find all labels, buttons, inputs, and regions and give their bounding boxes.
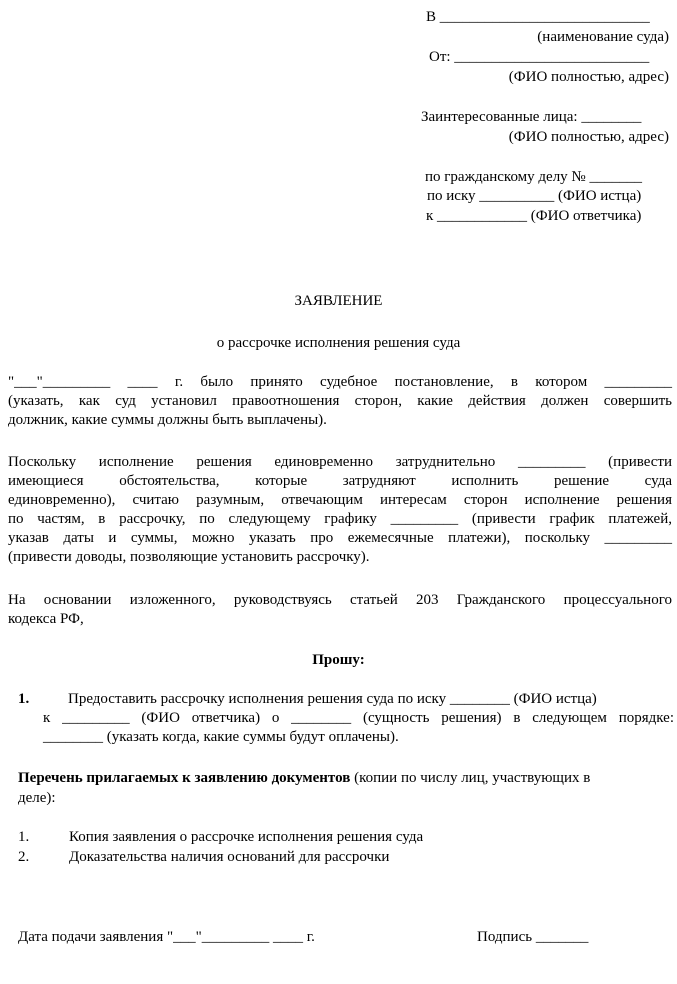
paragraph-decision bbox=[8, 373, 672, 430]
paragraph-legal-basis bbox=[8, 591, 672, 629]
header-court-hint: (наименование суда) bbox=[537, 29, 669, 45]
header-defendant: к ____________ (ФИО ответчика) bbox=[426, 208, 642, 224]
paragraph-line: должник, какие суммы должны быть выплачены). bbox=[8, 412, 327, 428]
header-case-number: по гражданскому делу № _______ bbox=[425, 169, 642, 185]
header-from-hint: (ФИО полностью, адрес) bbox=[508, 69, 669, 85]
request-item-text bbox=[43, 690, 674, 747]
request-line: ________ (указать когда, какие суммы будут оплачены). bbox=[43, 729, 399, 745]
attachments-heading-rest: (копии по числу лиц, участвующих в bbox=[350, 770, 591, 786]
paragraph-line: имеющиеся обстоятельства, которые затрудняют исполнить решение суда bbox=[8, 473, 672, 489]
signature: Подпись _______ bbox=[477, 929, 589, 945]
paragraph-line: единовременно), считаю разумным, отвечающим интересам сторон исполнение решения bbox=[8, 492, 672, 508]
attachments-heading-bold: Перечень прилагаемых к заявлению документов bbox=[18, 770, 351, 786]
header-to: В ____________________________ bbox=[426, 9, 650, 25]
header-interested-hint: (ФИО полностью, адрес) bbox=[508, 129, 669, 145]
paragraph-line: (привести доводы, позволяющие установить рассрочку). bbox=[8, 549, 370, 565]
request-line: Предоставить рассрочку исполнения решения суда по иску ________ (ФИО истца) bbox=[68, 691, 597, 707]
filing-date: Дата подачи заявления "___"_________ ____ г. bbox=[18, 929, 315, 945]
paragraph-reasons bbox=[8, 453, 672, 567]
document-subtitle: о рассрочке исполнения решения суда bbox=[216, 335, 461, 351]
attachment-number: 2. bbox=[18, 849, 30, 865]
request-item-number-text: 1. bbox=[18, 691, 30, 707]
paragraph-line: указав даты и суммы, можно указать про ежемесячные платежи), поскольку _________ bbox=[8, 530, 672, 546]
request-heading bbox=[0, 651, 677, 670]
attachment-number: 1. bbox=[18, 829, 30, 845]
request-item-number bbox=[18, 690, 29, 709]
paragraph-line: кодекса РФ, bbox=[8, 611, 84, 627]
attachments-heading-line2: деле): bbox=[18, 790, 56, 806]
attachment-text: Копия заявления о рассрочке исполнения решения суда bbox=[69, 829, 424, 845]
header-from: От: __________________________ bbox=[429, 49, 650, 65]
attachments-heading bbox=[18, 769, 590, 788]
paragraph-line: Поскольку исполнение решения единовременно затруднительно _________ (привести bbox=[8, 454, 672, 470]
document-title: ЗАЯВЛЕНИЕ bbox=[294, 293, 383, 309]
request-line: к _________ (ФИО ответчика) о ________ (сущность решения) в следующем порядке: bbox=[43, 710, 674, 726]
header-interested: Заинтересованные лица: ________ bbox=[421, 109, 642, 125]
attachment-text: Доказательства наличия оснований для рассрочки bbox=[69, 849, 390, 865]
paragraph-line: На основании изложенного, руководствуясь статьей 203 Гражданского процессуального bbox=[8, 592, 672, 608]
header-claim: по иску __________ (ФИО истца) bbox=[427, 188, 642, 204]
paragraph-line: (указать, как суд установил правоотношения сторон, какие действия должен совершить bbox=[8, 393, 672, 409]
paragraph-line: по частям, в рассрочку, по следующему графику _________ (привести график платежей, bbox=[8, 511, 672, 527]
request-heading-text: Прошу: bbox=[312, 652, 365, 668]
paragraph-line: "___"_________ ____ г. было принято судебное постановление, в котором _________ bbox=[8, 374, 672, 390]
